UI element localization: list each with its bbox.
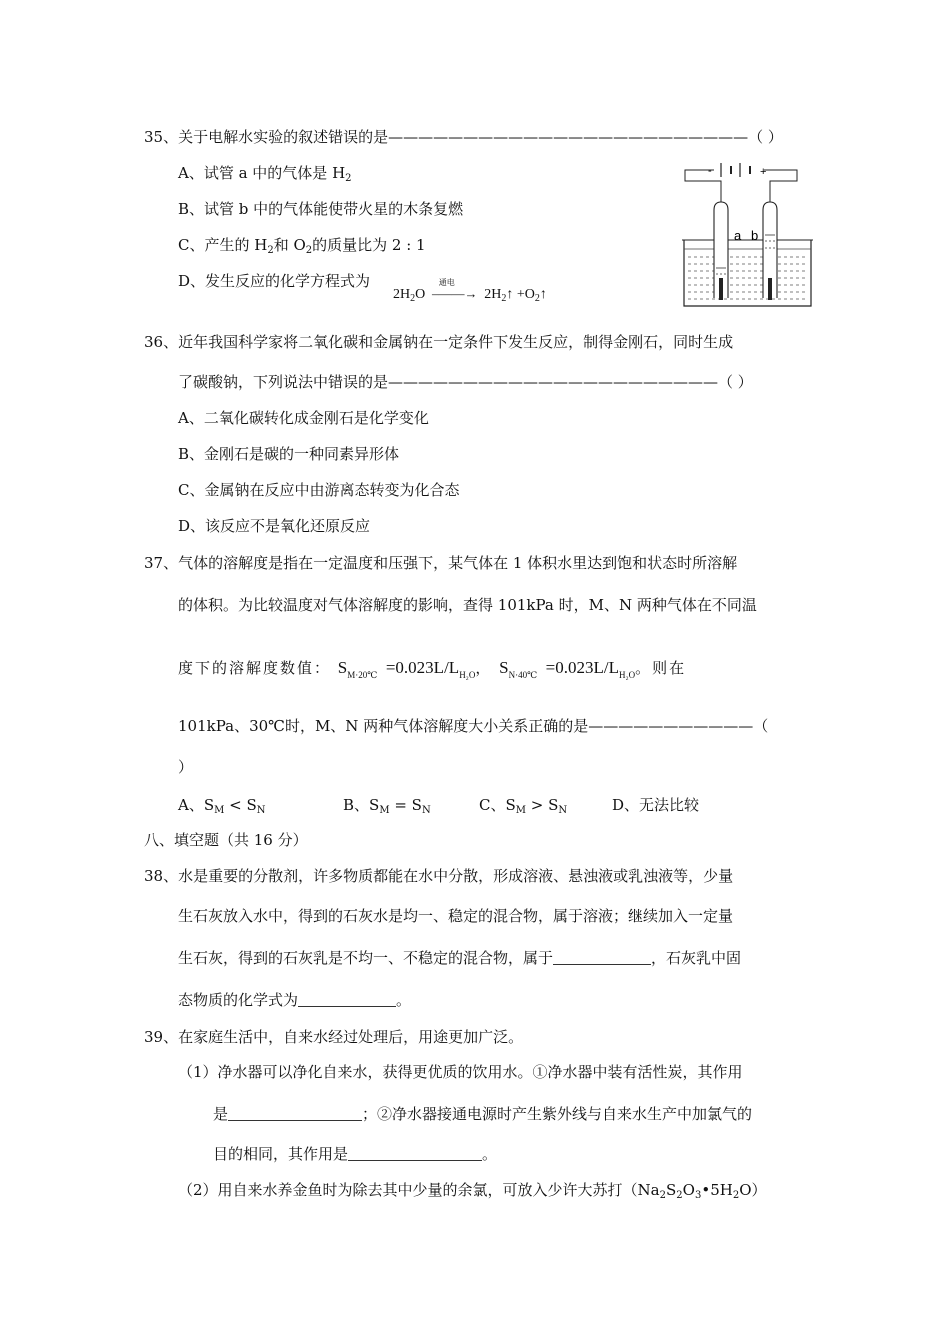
q35-option-d: D、发生反应的化学方程式为 [178,272,371,290]
q35-option-b: B、试管 b 中的气体能使带火星的木条复燃 [178,200,464,218]
fig-label-b: b [751,228,759,243]
q36-option-a: A、二氧化碳转化成金刚石是化学变化 [178,409,429,427]
q38-stem-line2: 生石灰放入水中，得到的石灰水是均一、稳定的混合物，属于溶液；继续加入一定量 [178,907,734,925]
answer-blank-2[interactable] [298,991,396,1007]
q39-part2-line1: （2）用自来水养金鱼时为除去其中少量的余氯，可放入少许大苏打$(Na_2S_2O_3•5H_2O)$ [178,1181,767,1201]
q37-option-b: B、$S_M = S_N$ [343,796,431,816]
reaction-arrow: 通电 –——→ [432,278,478,301]
q36-option-d: D、该反应不是氧化还原反应 [178,517,371,535]
q37-stem-line2: 的体积。为比较温度对气体溶解度的影响，查得 101kPa 时，M、N 两种气体在不同温 [178,596,757,614]
q35-option-a: A、试管 a 中的气体是 $H_2$ [178,164,352,184]
fig-plus-label: + [760,166,767,178]
q35-equation: $2H_2O$ 通电 –——→ $2H_2↑$ $+O_2↑$ [393,278,547,304]
electrode-b [768,278,772,300]
electrolysis-apparatus-figure [680,160,815,310]
solubility-formula-n: $S_{N\cdot 40℃} =0.023L/L_{H_2O}$ [499,658,636,680]
fig-label-a: a [734,228,742,243]
q38-stem-line3: 生石灰，得到的石灰乳是不均一、不稳定的混合物，属于 ，石灰乳中固 [178,949,742,967]
q37-stem-line3: 度下的溶解度数值： $S_{M\cdot 20℃} =0.023L/L_{H_2O}$， $S_{N\cdot 40℃} =0.023L/L_{H_2O}$。则在 [178,658,687,680]
q39-part1-line1: （1）净水器可以净化自来水，获得更优质的饮用水。①净水器中装有活性炭，其作用 [178,1063,743,1081]
q35-option-c: C、产生的 $H_2$和 $O_2$的质量比为 2 : 1 [178,236,426,256]
q36-stem-line1: 36、近年我国科学家将二氧化碳和金属钠在一定条件下发生反应，制得金刚石，同时生成 [144,333,734,351]
q39-stem: 39、在家庭生活中，自来水经过处理后，用途更加广泛。 [144,1028,524,1046]
q37-option-a: A、$S_M < S_N$ [178,796,266,816]
q36-option-b: B、金刚石是碳的一种同素异形体 [178,445,400,463]
fig-minus-label: - [708,165,712,177]
q37-option-d: D、无法比较 [612,796,700,814]
water-trough [682,240,813,306]
q35-stem: 35、关于电解水实验的叙述错误的是————————————————————————（ ） [144,128,783,146]
q37-option-c: C、$S_M > S_N$ [479,796,568,816]
q36-option-c: C、金属钠在反应中由游离态转变为化合态 [178,481,460,499]
answer-blank-1[interactable] [553,949,651,965]
q37-stem-line1: 37、气体的溶解度是指在一定温度和压强下，某气体在 1 体积水里达到饱和状态时所溶解 [144,554,738,572]
battery-icon [721,163,750,177]
q39-part1-line3: 目的相同，其作用是 。 [213,1145,498,1163]
solubility-formula-m: $S_{M\cdot 20℃} =0.023L/L_{H_2O}$ [337,658,476,680]
q37-stem-line5: ） [178,758,194,776]
electrode-a [719,278,723,300]
q36-stem-line2: 了碳酸钠，下列说法中错误的是——————————————————————（ ） [178,373,753,391]
q39-part1-line2: 是 ；②净水器接通电源时产生紫外线与自来水生产中加氯气的 [213,1105,753,1123]
q37-stem-line4: 101kPa、30℃时，M、N 两种气体溶解度大小关系正确的是———————————（ [178,717,769,735]
q38-stem-line4: 态物质的化学式为 。 [178,991,412,1009]
section-heading: 八、填空题（共 16 分） [144,831,308,849]
answer-blank-3[interactable] [228,1105,362,1121]
answer-blank-4[interactable] [348,1145,482,1161]
q38-stem-line1: 38、水是重要的分散剂，许多物质都能在水中分散，形成溶液、悬浊液或乳浊液等，少量 [144,867,734,885]
